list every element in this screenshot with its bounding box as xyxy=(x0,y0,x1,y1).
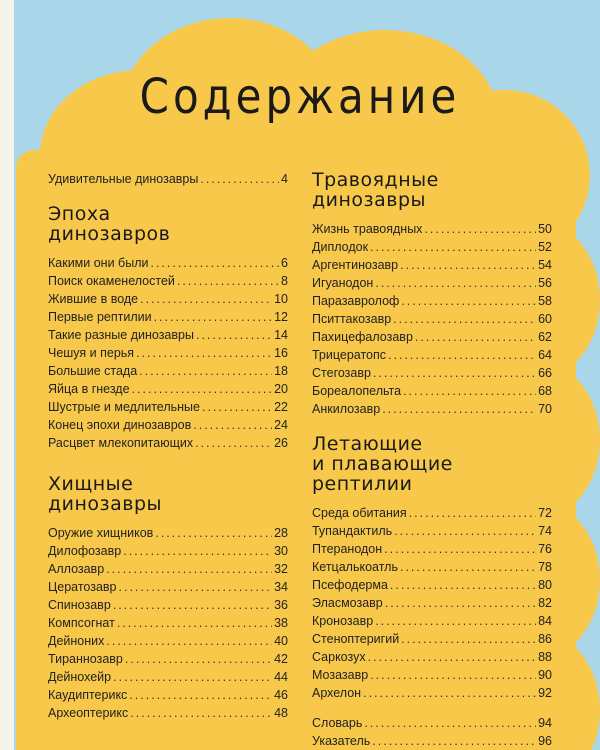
toc-entry-page: 60 xyxy=(538,312,552,326)
toc-entry-title: Такие разные динозавры xyxy=(48,328,194,342)
toc-entry[interactable] xyxy=(312,714,552,732)
dot-leader xyxy=(401,630,536,648)
toc-entry-title: Поиск окаменелостей xyxy=(48,274,175,288)
toc-entry-page: 30 xyxy=(274,544,288,558)
toc-entry[interactable] xyxy=(312,576,552,594)
toc-entry-title: Пситтакозавр xyxy=(312,312,392,326)
dot-leader xyxy=(368,648,537,666)
toc-entry[interactable] xyxy=(48,524,288,542)
toc-entry-title: Жизнь травоядных xyxy=(312,222,423,236)
toc-entry-title: Анкилозавр xyxy=(312,402,381,416)
toc-entry-title: Цератозавр xyxy=(48,580,117,594)
dot-leader xyxy=(373,364,536,382)
dot-leader xyxy=(154,308,273,326)
dot-leader xyxy=(401,292,536,310)
toc-entry-page: 28 xyxy=(274,526,288,540)
toc-entry-title: Мозазавр xyxy=(312,668,369,682)
toc-entry-page: 24 xyxy=(274,418,288,432)
dot-leader xyxy=(375,274,536,292)
toc-entry-page: 52 xyxy=(538,240,552,254)
toc-entry[interactable] xyxy=(312,540,552,558)
toc-entry[interactable] xyxy=(312,382,552,400)
toc-entry[interactable] xyxy=(312,292,552,310)
toc-entry[interactable] xyxy=(48,290,288,308)
toc-entry-page: 74 xyxy=(538,524,552,538)
toc-entry-title: Тупандактиль xyxy=(312,524,393,538)
toc-entry[interactable] xyxy=(48,416,288,434)
toc-entry-page: 58 xyxy=(538,294,552,308)
dot-leader xyxy=(177,272,279,290)
toc-entry-page: 68 xyxy=(538,384,552,398)
toc-entry-title: Каудиптерикс xyxy=(48,688,128,702)
toc-entry[interactable] xyxy=(48,308,288,326)
toc-entry[interactable] xyxy=(312,732,552,750)
toc-entry-page: 64 xyxy=(538,348,552,362)
toc-entry-page: 96 xyxy=(538,734,552,748)
section-heading xyxy=(312,434,552,494)
toc-entry[interactable] xyxy=(48,542,288,560)
toc-entry-title: Диплодок xyxy=(312,240,369,254)
toc-entry-page: 42 xyxy=(274,652,288,666)
contents-column-left xyxy=(48,170,288,722)
section-heading-line: Хищные xyxy=(48,473,134,495)
toc-entry-title: Яйца в гнезде xyxy=(48,382,130,396)
dot-leader xyxy=(106,560,272,578)
toc-entry-title: Дейноних xyxy=(48,634,105,648)
dot-leader xyxy=(196,326,272,344)
toc-entry-page: 32 xyxy=(274,562,288,576)
dot-leader xyxy=(119,578,273,596)
dot-leader xyxy=(139,362,272,380)
dot-leader xyxy=(130,704,272,722)
spacer xyxy=(312,702,552,714)
toc-entry-title: Кетцалькоатль xyxy=(312,560,398,574)
toc-entry-title: Первые рептилии xyxy=(48,310,152,324)
section-heading-line: динозавров xyxy=(48,223,171,245)
dot-leader xyxy=(129,686,272,704)
toc-entry[interactable] xyxy=(312,594,552,612)
toc-entry-page: 4 xyxy=(281,172,288,186)
toc-entry-title: Чешуя и перья xyxy=(48,346,135,360)
dot-leader xyxy=(400,558,536,576)
section-heading-line: Летающие xyxy=(312,433,423,455)
dot-leader xyxy=(117,614,272,632)
section-heading xyxy=(48,204,288,244)
dot-leader xyxy=(415,328,536,346)
toc-entry[interactable] xyxy=(48,326,288,344)
toc-entry-page: 46 xyxy=(274,688,288,702)
toc-entry-title: Бореалопельта xyxy=(312,384,402,398)
toc-entry[interactable] xyxy=(312,346,552,364)
toc-entry[interactable] xyxy=(312,274,552,292)
toc-entry-title: Птеранодон xyxy=(312,542,383,556)
toc-entry-title: Псефодерма xyxy=(312,578,388,592)
toc-entry-title: Компсогнат xyxy=(48,616,115,630)
toc-entry-title: Саркозух xyxy=(312,650,366,664)
toc-entry[interactable] xyxy=(48,254,288,272)
toc-entry-title: Спинозавр xyxy=(48,598,111,612)
dot-leader xyxy=(390,576,536,594)
dot-leader xyxy=(125,650,272,668)
toc-entry[interactable] xyxy=(312,612,552,630)
dot-leader xyxy=(394,522,536,540)
toc-entry-page: 94 xyxy=(538,716,552,730)
toc-entry-page: 62 xyxy=(538,330,552,344)
section-heading-line: динозавры xyxy=(312,189,427,211)
dot-leader xyxy=(106,632,272,650)
toc-entry-page: 34 xyxy=(274,580,288,594)
toc-entry[interactable] xyxy=(48,704,288,722)
toc-entry-page: 88 xyxy=(538,650,552,664)
section-heading-line: Травоядные xyxy=(312,169,439,191)
toc-entry[interactable] xyxy=(48,272,288,290)
toc-entry[interactable] xyxy=(312,558,552,576)
toc-entry-page: 70 xyxy=(538,402,552,416)
dot-leader xyxy=(400,256,536,274)
toc-entry-title: Большие стада xyxy=(48,364,138,378)
dot-leader xyxy=(424,220,536,238)
toc-entry[interactable] xyxy=(312,504,552,522)
dot-leader xyxy=(195,434,272,452)
dot-leader xyxy=(202,398,272,416)
toc-entry-page: 16 xyxy=(274,346,288,360)
toc-entry-page: 18 xyxy=(274,364,288,378)
toc-entry-title: Стеноптеригий xyxy=(312,632,400,646)
toc-entry[interactable] xyxy=(312,310,552,328)
toc-entry-title: Кронозавр xyxy=(312,614,374,628)
dot-leader xyxy=(113,668,272,686)
dot-leader xyxy=(193,416,272,434)
toc-entry[interactable] xyxy=(48,668,288,686)
dot-leader xyxy=(132,380,273,398)
toc-entry-page: 66 xyxy=(538,366,552,380)
toc-entry[interactable] xyxy=(48,398,288,416)
toc-entry-title: Удивительные динозавры xyxy=(48,172,199,186)
toc-entry-page: 82 xyxy=(538,596,552,610)
toc-entry[interactable] xyxy=(48,632,288,650)
toc-entry-page: 50 xyxy=(538,222,552,236)
toc-entry-page: 38 xyxy=(274,616,288,630)
toc-entry-page: 8 xyxy=(281,274,288,288)
toc-entry-title: Аргентинозавр xyxy=(312,258,399,272)
toc-entry[interactable] xyxy=(48,578,288,596)
toc-entry[interactable] xyxy=(48,650,288,668)
toc-entry-page: 84 xyxy=(538,614,552,628)
dot-leader xyxy=(140,290,272,308)
toc-entry[interactable] xyxy=(48,434,288,452)
section-heading xyxy=(48,474,288,514)
section-heading-line: рептилии xyxy=(312,473,413,495)
section-heading-line: Эпоха xyxy=(48,203,111,225)
toc-entry-page: 6 xyxy=(281,256,288,270)
dot-leader xyxy=(409,504,536,522)
dot-leader xyxy=(136,344,272,362)
toc-entry[interactable] xyxy=(312,238,552,256)
toc-entry-page: 40 xyxy=(274,634,288,648)
toc-entry[interactable] xyxy=(312,666,552,684)
dot-leader xyxy=(363,684,536,702)
toc-entry-title: Жившие в воде xyxy=(48,292,139,306)
toc-entry-title: Тираннозавр xyxy=(48,652,123,666)
toc-entry[interactable] xyxy=(48,560,288,578)
section-heading xyxy=(312,170,552,210)
contents-column-right xyxy=(312,170,552,750)
toc-entry[interactable] xyxy=(48,596,288,614)
dot-leader xyxy=(113,596,272,614)
toc-entry-title: Какими они были xyxy=(48,256,149,270)
toc-entry-title: Дилофозавр xyxy=(48,544,122,558)
toc-entry[interactable] xyxy=(312,648,552,666)
toc-entry-page: 72 xyxy=(538,506,552,520)
toc-entry-title: Дейнохейр xyxy=(48,670,112,684)
dot-leader xyxy=(385,594,536,612)
toc-entry[interactable] xyxy=(48,170,288,188)
toc-entry[interactable] xyxy=(312,684,552,702)
toc-entry-page: 36 xyxy=(274,598,288,612)
toc-entry-page: 44 xyxy=(274,670,288,684)
dot-leader xyxy=(370,238,536,256)
toc-entry-page: 22 xyxy=(274,400,288,414)
toc-entry-title: Архелон xyxy=(312,686,362,700)
dot-leader xyxy=(150,254,279,272)
dot-leader xyxy=(200,170,279,188)
toc-entry[interactable] xyxy=(312,522,552,540)
toc-entry-page: 26 xyxy=(274,436,288,450)
toc-entry[interactable] xyxy=(312,256,552,274)
toc-entry-title: Расцвет млекопитающих xyxy=(48,436,194,450)
toc-entry-title: Аллозавр xyxy=(48,562,105,576)
toc-entry-title: Среда обитания xyxy=(312,506,407,520)
toc-entry-page: 76 xyxy=(538,542,552,556)
toc-entry-page: 54 xyxy=(538,258,552,272)
toc-entry-title: Паразавролоф xyxy=(312,294,400,308)
toc-entry-title: Пахицефалозавр xyxy=(312,330,413,344)
toc-entry-page: 14 xyxy=(274,328,288,342)
toc-entry-page: 80 xyxy=(538,578,552,592)
dot-leader xyxy=(382,400,536,418)
toc-entry-title: Игуанодон xyxy=(312,276,374,290)
dot-leader xyxy=(393,310,536,328)
toc-entry[interactable] xyxy=(312,400,552,418)
section-heading-line: и плавающие xyxy=(312,453,453,475)
dot-leader xyxy=(372,732,536,750)
toc-entry-page: 90 xyxy=(538,668,552,682)
toc-entry-title: Эласмозавр xyxy=(312,596,383,610)
dot-leader xyxy=(375,612,536,630)
toc-entry[interactable] xyxy=(48,686,288,704)
toc-entry-title: Стегозавр xyxy=(312,366,371,380)
toc-entry-page: 56 xyxy=(538,276,552,290)
toc-entry-page: 86 xyxy=(538,632,552,646)
section-heading-line: динозавры xyxy=(48,493,163,515)
toc-entry-page: 20 xyxy=(274,382,288,396)
dot-leader xyxy=(388,346,536,364)
dot-leader xyxy=(123,542,272,560)
toc-entry-page: 48 xyxy=(274,706,288,720)
toc-entry[interactable] xyxy=(312,328,552,346)
toc-entry-page: 78 xyxy=(538,560,552,574)
dot-leader xyxy=(370,666,536,684)
dot-leader xyxy=(364,714,536,732)
toc-entry-title: Указатель xyxy=(312,734,371,748)
toc-entry-page: 10 xyxy=(274,292,288,306)
toc-entry[interactable] xyxy=(312,364,552,382)
toc-entry[interactable] xyxy=(48,380,288,398)
toc-entry-title: Оружие хищников xyxy=(48,526,154,540)
toc-entry[interactable] xyxy=(48,614,288,632)
toc-entry[interactable] xyxy=(48,344,288,362)
toc-entry-title: Шустрые и медлительные xyxy=(48,400,200,414)
toc-entry-title: Археоптерикс xyxy=(48,706,129,720)
toc-entry-title: Конец эпохи динозавров xyxy=(48,418,192,432)
toc-entry[interactable] xyxy=(312,630,552,648)
dot-leader xyxy=(403,382,536,400)
dot-leader xyxy=(155,524,272,542)
toc-entry-title: Трицератопс xyxy=(312,348,387,362)
dot-leader xyxy=(384,540,536,558)
toc-entry-title: Словарь xyxy=(312,716,363,730)
toc-entry[interactable] xyxy=(312,220,552,238)
toc-entry-page: 92 xyxy=(538,686,552,700)
toc-entry[interactable] xyxy=(48,362,288,380)
page-title: Содержание xyxy=(139,68,461,125)
toc-entry-page: 12 xyxy=(274,310,288,324)
